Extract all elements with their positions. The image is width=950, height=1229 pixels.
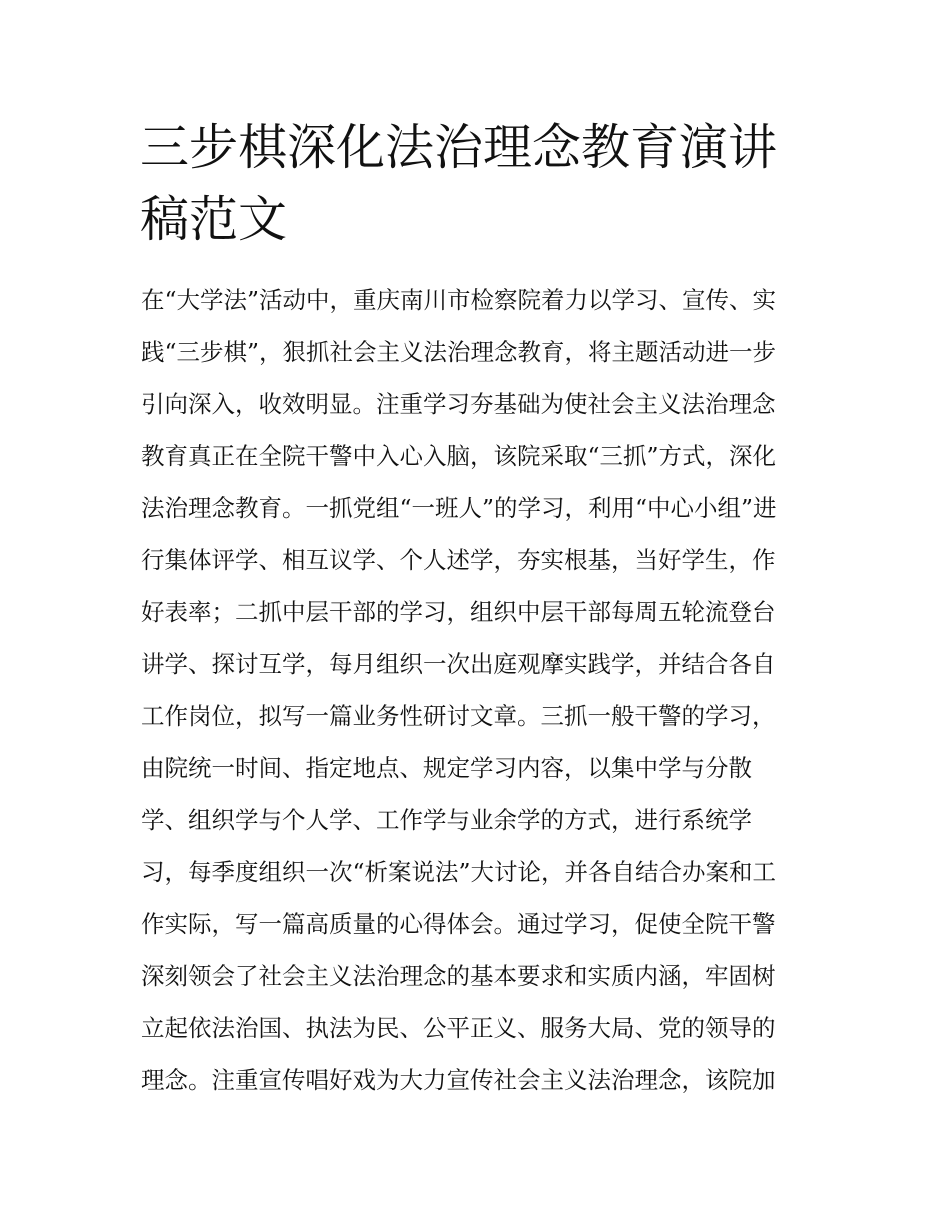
body-line: 讲学、探讨互学，每月组织一次出庭观摩实践学，并结合各自: [141, 650, 776, 678]
body-line: 法治理念教育。一抓党组“一班人”的学习，利用“中心小组”进: [141, 494, 777, 522]
body-line: 由院统一时间、指定地点、规定学习内容，以集中学与分散: [141, 754, 752, 782]
body-line: 行集体评学、相互议学、个人述学，夯实根基，当好学生，作: [141, 546, 776, 574]
body-line: 工作岗位，拟写一篇业务性研讨文章。三抓一般干警的学习，: [141, 702, 776, 730]
document-title: 三步棋深化法治理念教育演讲稿范文: [140, 119, 778, 248]
body-line: 教育真正在全院干警中入心入脑，该院采取“三抓”方式，深化: [141, 442, 777, 470]
body-line: 践“三步棋”，狠抓社会主义法治理念教育，将主题活动进一步: [141, 338, 777, 366]
body-line: 引向深入，收效明显。注重学习夯基础为使社会主义法治理念: [141, 390, 776, 418]
body-line: 在“大学法”活动中，重庆南川市检察院着力以学习、宣传、实: [141, 286, 777, 314]
body-line: 立起依法治国、执法为民、公平正义、服务大局、党的领导的: [141, 1014, 776, 1042]
body-line: 深刻领会了社会主义法治理念的基本要求和实质内涵，牢固树: [141, 962, 776, 990]
body-line: 作实际，写一篇高质量的心得体会。通过学习，促使全院干警: [141, 910, 776, 938]
body-line: 好表率；二抓中层干部的学习，组织中层干部每周五轮流登台: [141, 598, 776, 626]
body-line: 学、组织学与个人学、工作学与业余学的方式，进行系统学: [141, 806, 752, 834]
body-line: 理念。注重宣传唱好戏为大力宣传社会主义法治理念，该院加: [141, 1066, 776, 1094]
body-line: 习，每季度组织一次“析案说法”大讨论，并各自结合办案和工: [141, 858, 777, 886]
document-body: [141, 280, 821, 1112]
